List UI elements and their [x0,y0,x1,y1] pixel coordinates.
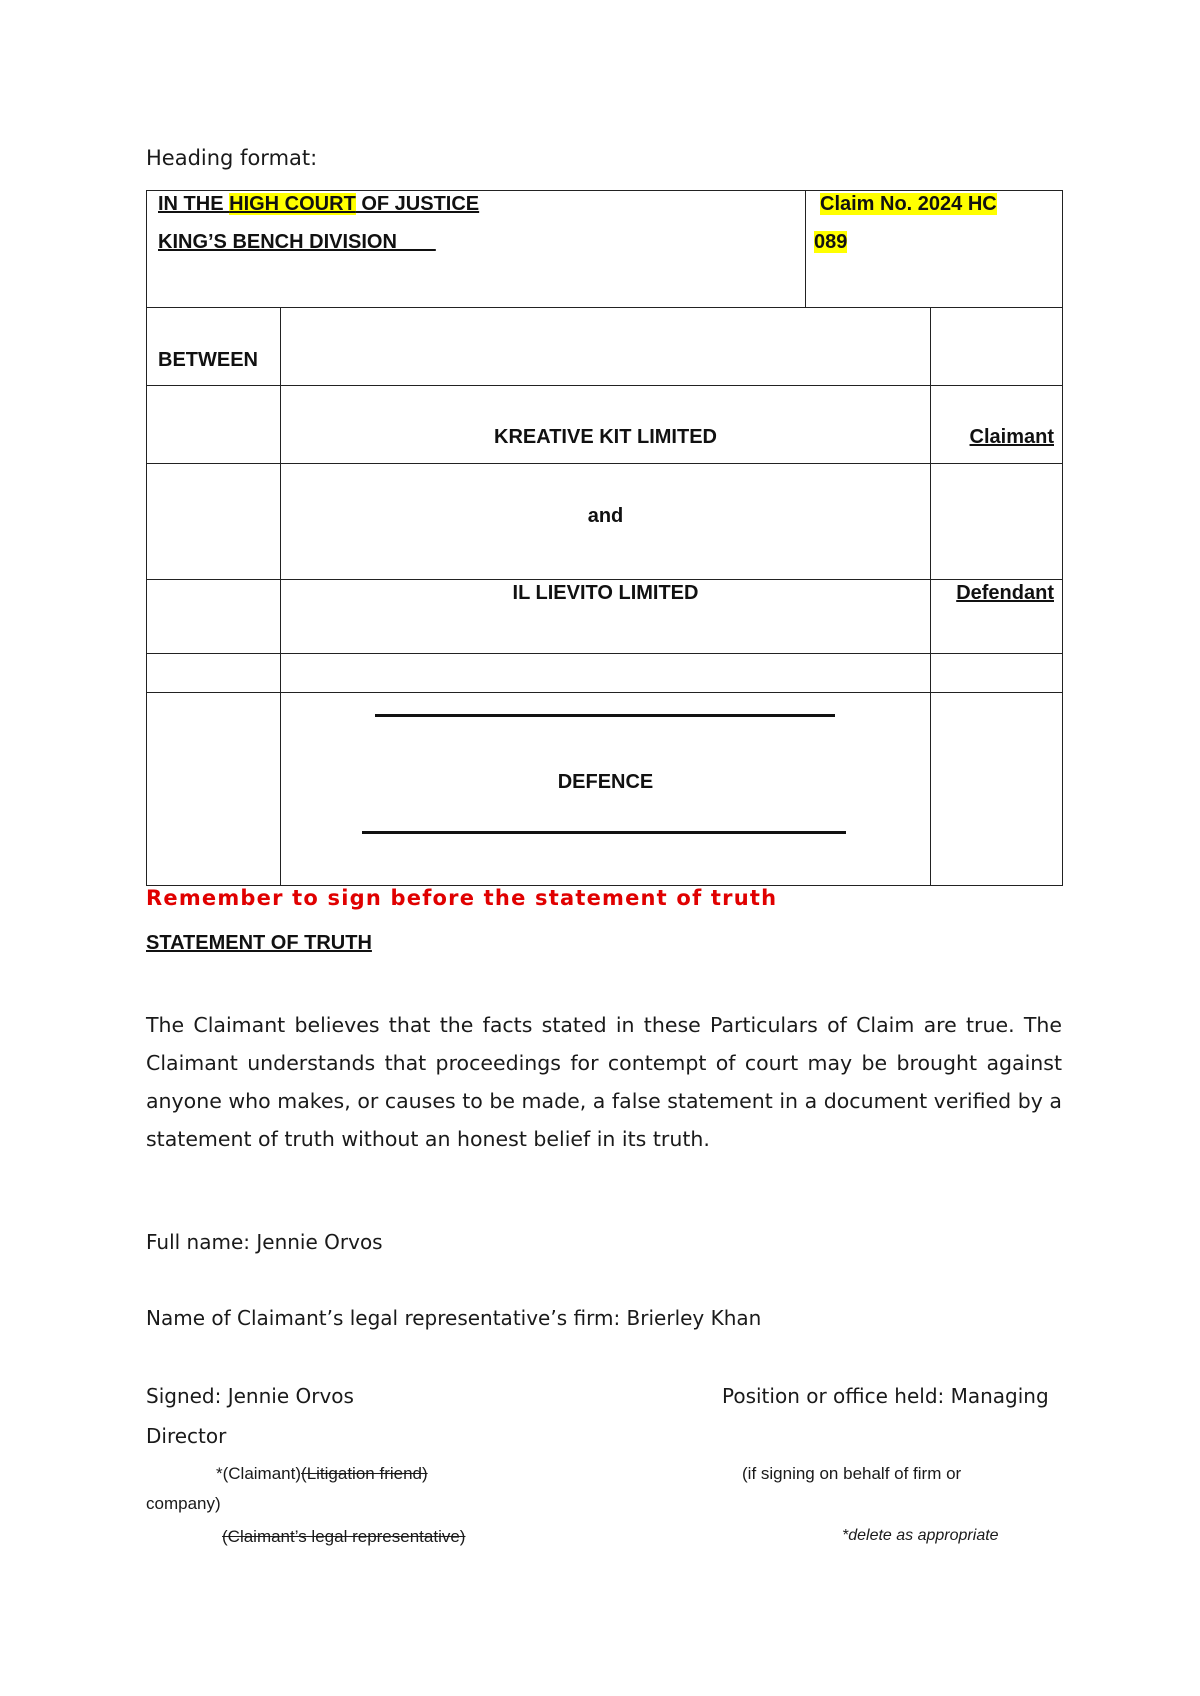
heading-format-label: Heading format: [146,146,318,170]
signed-line: Signed: Jennie Orvos [146,1384,354,1408]
title-rule-top [375,714,835,717]
delete-note: *delete as appropriate [842,1527,999,1544]
legal-rep-option: (Claimant’s legal representative) [222,1527,466,1546]
document-title: DEFENCE [557,771,654,793]
behalf-note: (if signing on behalf of firm or [742,1464,962,1483]
full-name: Full name: Jennie Orvos [146,1230,383,1254]
position-held: Position or office held: Managing [722,1384,1049,1408]
court-line-1: IN THE HIGH COURT OF JUSTICE [158,193,480,215]
court-line-2: KING’S BENCH DIVISION [158,231,436,253]
statement-of-truth-paragraph: The Claimant believes that the facts stated in these Particulars of Claim are true. The Claimant understands that proceedings for contempt of court may be brought against anyone who makes, or causes to be made, a false statement in a document verified by a statement of truth without an honest belief in its truth. [146,1013,1062,1151]
between-label: BETWEEN [158,349,258,371]
signing-reminder: Remember to sign before the statement of truth [146,886,778,910]
claimant-name: KREATIVE KIT LIMITED [494,426,717,448]
statement-of-truth-title: STATEMENT OF TRUTH [146,932,372,954]
title-rule-bottom [362,831,846,834]
claim-number-line-1: Claim No. 2024 HC [820,193,997,215]
and-label: and [587,505,624,527]
defendant-role: Defendant [956,582,1054,604]
defendant-name: IL LIEVITO LIMITED [512,582,699,604]
signatory-options: *(Claimant)(Litigation friend) [216,1464,428,1483]
behalf-note-continued: company) [146,1494,221,1513]
position-held-continued: Director [146,1424,227,1448]
claimant-role: Claimant [969,426,1054,448]
claim-number-line-2: 089 [814,231,848,253]
legal-rep-firm: Name of Claimant’s legal representative’s firm: Brierley Khan [146,1306,762,1330]
